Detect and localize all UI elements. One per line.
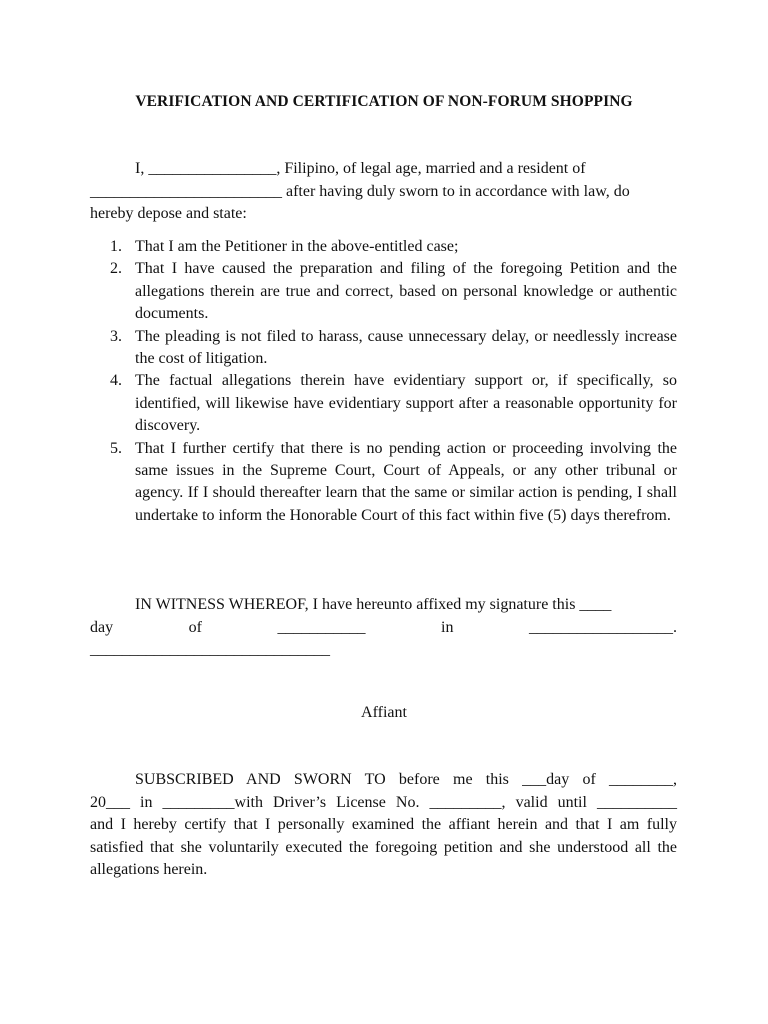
list-item (90, 370, 677, 437)
jurat-line-2: 20___ in _________with Driver’s License No. _________, valid until __________ (90, 793, 677, 811)
signature-line: ______________________________ (90, 641, 330, 658)
list-item-number: 5. (110, 439, 122, 457)
witness-line-2: day of ___________ in __________________. (90, 618, 677, 636)
jurat-body: and I hereby certify that I personally examined the affiant herein and that I am fully satisfied that she voluntarily executed the foregoing petition and she understood all the allegations herein. (90, 816, 677, 878)
witness-paragraph (90, 594, 677, 662)
list-item (90, 258, 677, 325)
list-item-number: 4. (110, 372, 122, 390)
list-item (90, 438, 677, 528)
list-item-text: That I have caused the preparation and filing of the foregoing Petition and the allegations therein are true and correct, based on personal knowledge or authentic documents. (135, 260, 677, 323)
jurat-line-1: SUBSCRIBED AND SWORN TO before me this ___day of ________, (135, 771, 677, 788)
list-item-text: That I further certify that there is no pending action or proceeding involving the same issues in the Supreme Court, Court of Appeals, or any other tribunal or agency. If I should thereafter learn that the same or similar action is pending, I shall undertake to inform the Honorable Court of this fact within five (5) days therefrom. (135, 439, 677, 524)
list-item-number: 3. (110, 327, 122, 345)
intro-line-2: ________________________ after having duly sworn to in accordance with law, do (90, 182, 630, 200)
list-item-number: 2. (110, 260, 122, 278)
list-item-text: The pleading is not filed to harass, cause unnecessary delay, or needlessly increase the cost of litigation. (135, 327, 677, 368)
document-title: VERIFICATION AND CERTIFICATION OF NON-FORUM SHOPPING (135, 93, 633, 110)
list-item-text: The factual allegations therein have evidentiary support or, if specifically, so identified, will likewise have evidentiary support after a reasonable opportunity for discovery. (135, 372, 677, 435)
list-item-text: That I am the Petitioner in the above-entitled case; (135, 238, 459, 255)
list-item (90, 326, 677, 371)
list-item-number: 1. (110, 238, 122, 255)
intro-line-3: hereby depose and state: (90, 205, 247, 222)
intro-paragraph (90, 158, 677, 226)
jurat-paragraph (90, 769, 677, 882)
statement-list (90, 236, 677, 527)
affiant-label: Affiant (361, 704, 407, 721)
witness-line-1: IN WITNESS WHEREOF, I have hereunto affixed my signature this ____ (135, 596, 612, 613)
intro-line-1: I, ________________, Filipino, of legal age, married and a resident of (135, 160, 586, 177)
list-item (90, 236, 677, 258)
